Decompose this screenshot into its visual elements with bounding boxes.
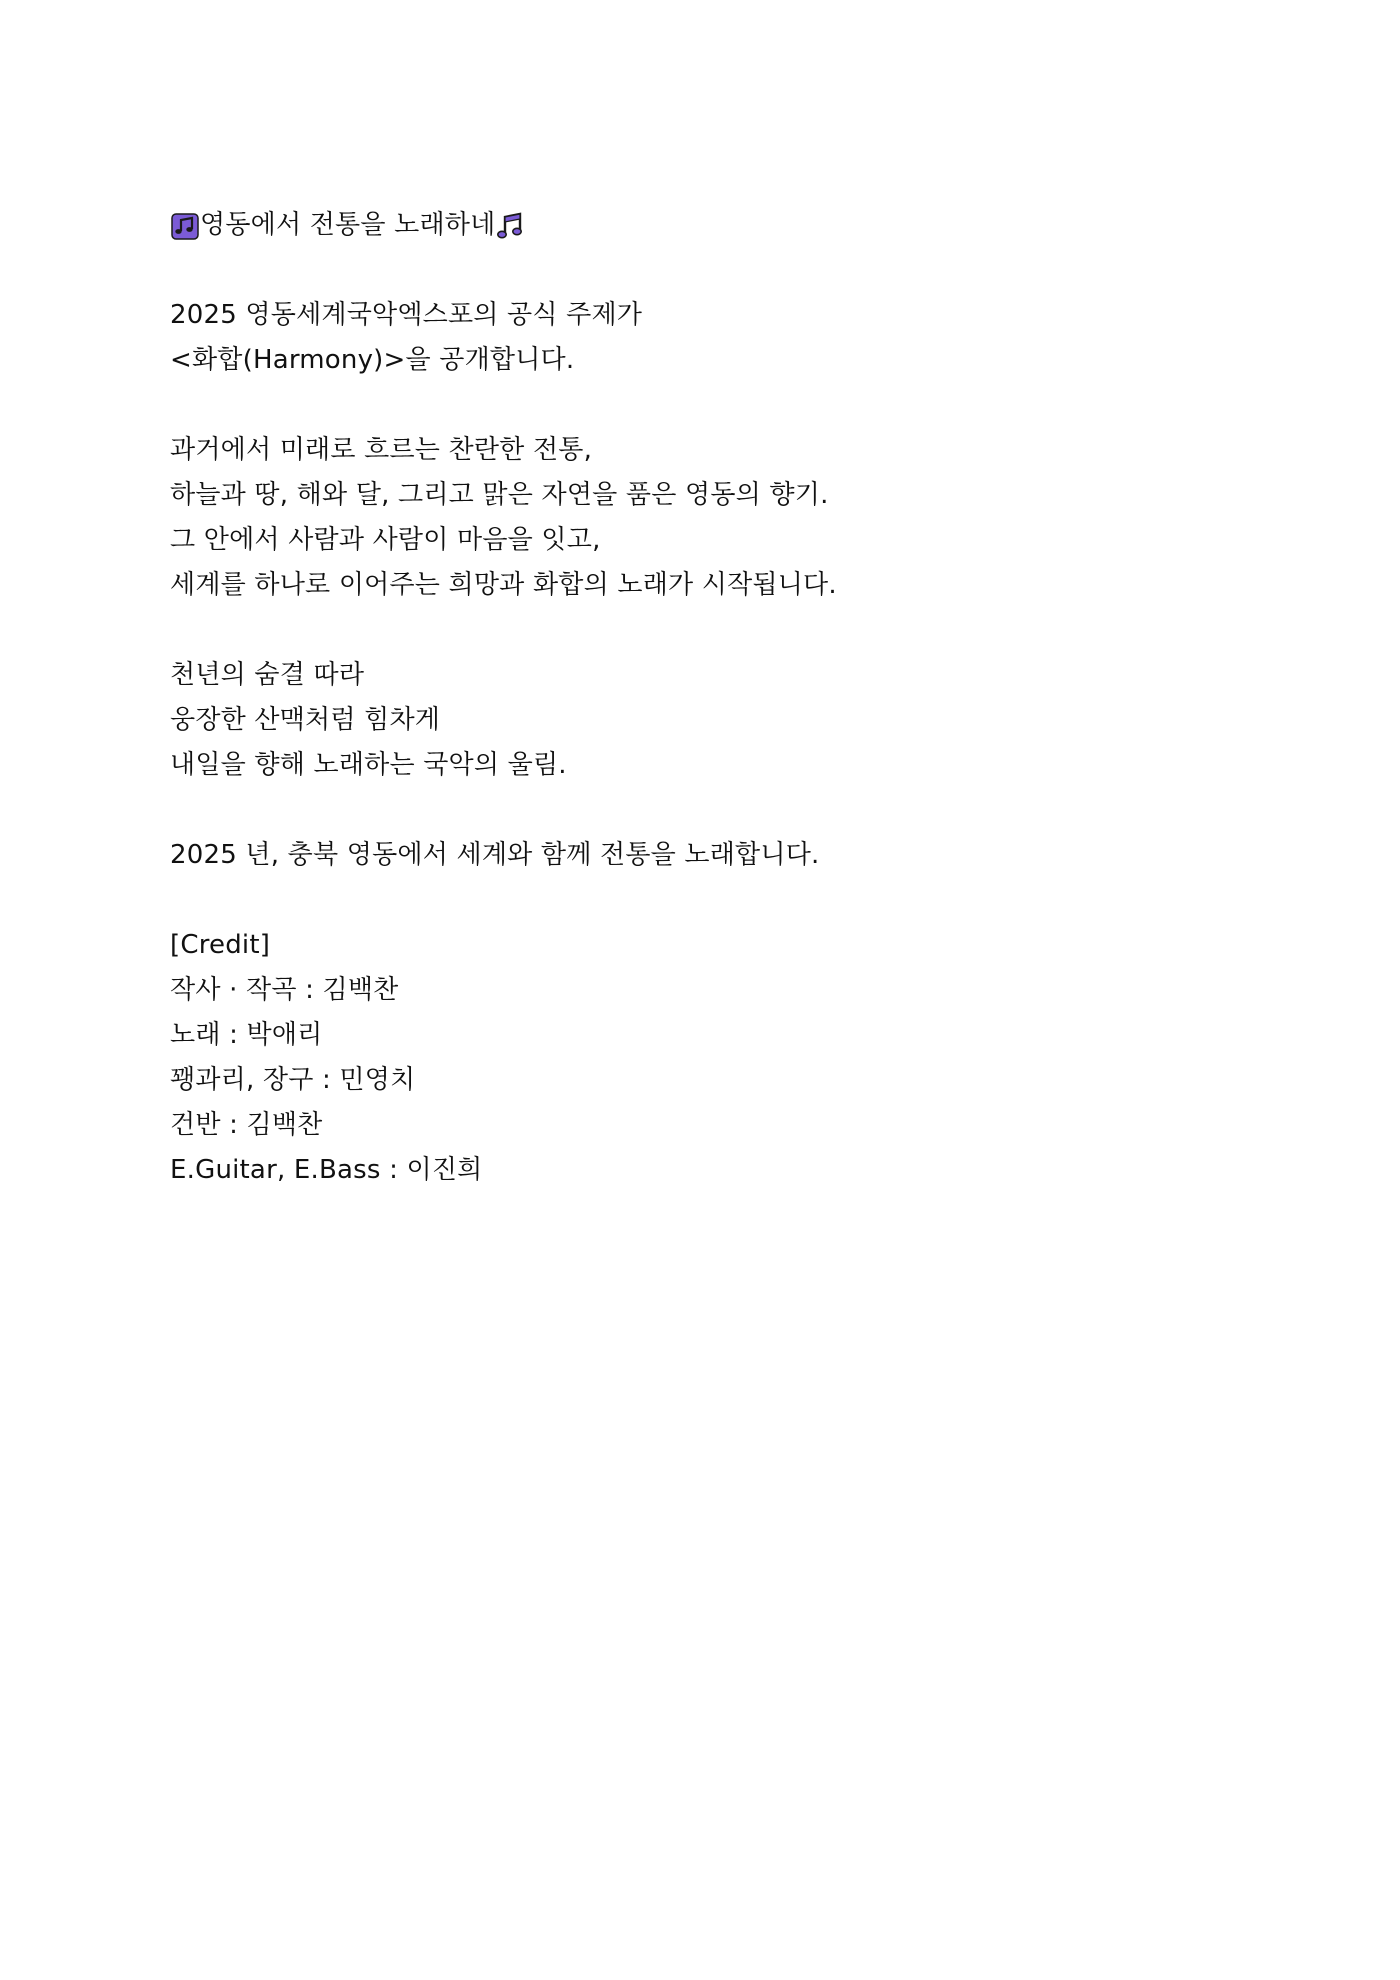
credit-heading: [Credit]: [170, 930, 271, 960]
spacer: [170, 608, 1230, 653]
musical-note-icon: [495, 211, 525, 241]
credit-line-vocals: 노래 : 박애리: [170, 1020, 323, 1050]
credit-line-guitar-bass: E.Guitar, E.Bass : 이진희: [170, 1155, 483, 1185]
verse1-line-2: 하늘과 땅, 해와 달, 그리고 맑은 자연을 품은 영동의 향기.: [170, 480, 829, 510]
spacer: [170, 878, 1230, 923]
verse1-line-4: 세계를 하나로 이어주는 희망과 화합의 노래가 시작됩니다.: [170, 570, 837, 600]
musical-notes-icon: [170, 211, 200, 241]
intro-line-1: 2025 영동세계국악엑스포의 공식 주제가: [170, 300, 643, 330]
spacer: [170, 248, 1230, 293]
verse1-line-3: 그 안에서 사람과 사람이 마음을 잇고,: [170, 525, 601, 555]
closing-line: 2025 년, 충북 영동에서 세계와 함께 전통을 노래합니다.: [170, 840, 820, 870]
credit-line-percussion: 꽹과리, 장구 : 민영치: [170, 1065, 416, 1095]
intro-line-2: <화합(Harmony)>을 공개합니다.: [170, 345, 575, 375]
verse2-line-3: 내일을 향해 노래하는 국악의 울림.: [170, 750, 567, 780]
spacer: [170, 383, 1230, 428]
credit-line-keyboard: 건반 : 김백찬: [170, 1110, 323, 1140]
verse2-line-1: 천년의 숨결 따라: [170, 660, 365, 690]
document-title-text: 영동에서 전통을 노래하네: [200, 210, 496, 240]
document-body: [170, 203, 1230, 1193]
credit-line-lyrics-composition: 작사 · 작곡 : 김백찬: [170, 975, 399, 1005]
document-title: [170, 203, 1230, 248]
spacer: [170, 788, 1230, 833]
verse2-line-2: 웅장한 산맥처럼 힘차게: [170, 705, 441, 735]
verse1-line-1: 과거에서 미래로 흐르는 찬란한 전통,: [170, 435, 593, 465]
